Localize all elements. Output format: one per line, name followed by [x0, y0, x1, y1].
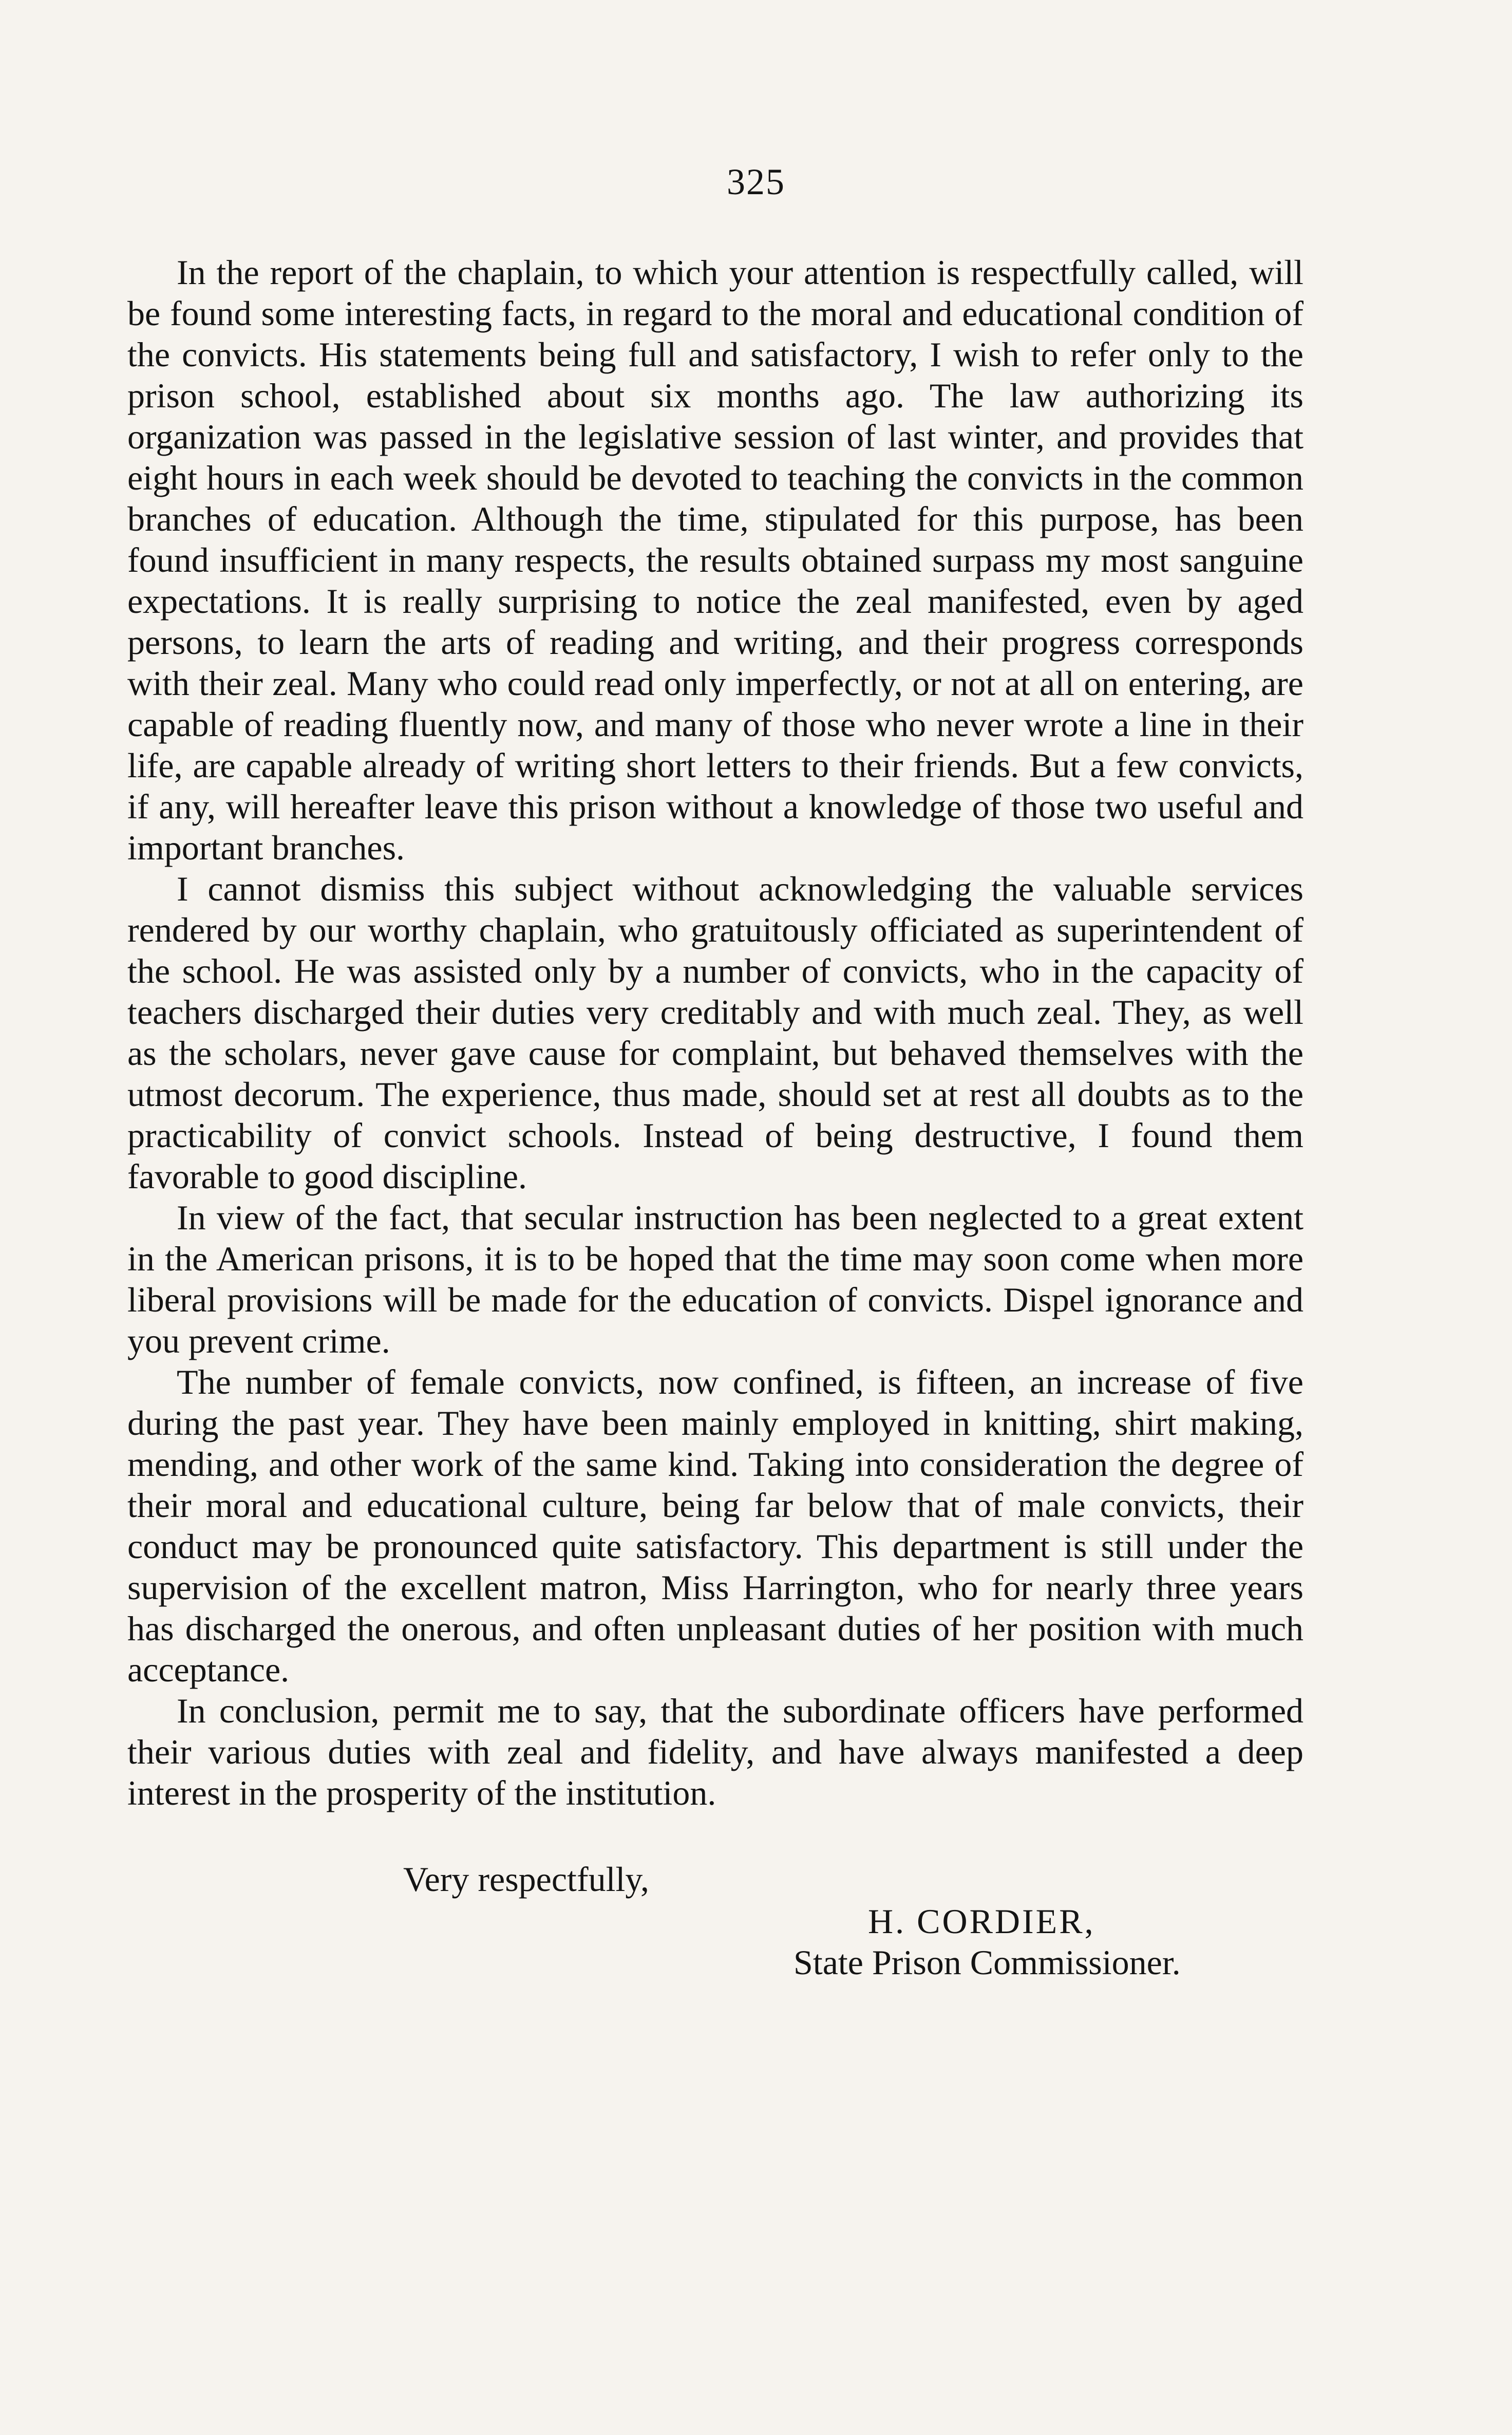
- paragraph-female-convicts: The number of female convicts, now confined, is fifteen, an increase of five during the past year. They have been mainly employed in knitting, shirt making, mending, and other work of the same kind. Taking into consideration the degree of their moral and educational culture, being far below that of male convicts, their conduct may be pronounced quite satisfactory. This department is still under the supervision of the excellent matron, Miss Harrington, who for nearly three years has discharged the onerous, and often unpleasant duties of her position with much acceptance.: [127, 1362, 1303, 1689]
- closing-salutation: Very respectfully,: [403, 1860, 649, 1899]
- paragraph-chaplain-services: I cannot dismiss this subject without acknowledging the valuable services rendered by our worthy chaplain, who gratuitously officiated as superintendent of the school. He was assisted only by a number of convicts, who in the capacity of teachers discharged their duties very creditably and with much zeal. They, as well as the scholars, never gave cause for complaint, but behaved themselves with the utmost decorum. The experience, thus made, should set at rest all doubts as to the practicability of convict schools. Instead of being destructive, I found them favorable to good discipline.: [127, 869, 1303, 1196]
- page-number: 325: [727, 161, 785, 202]
- paragraph-prison-school: In the report of the chaplain, to which your attention is respectfully called, will be found some interesting facts, in regard to the moral and educational condition of the convicts. His statements being full and satisfactory, I wish to refer only to the prison school, established about six months ago. The law authorizing its organization was passed in the legislative session of last winter, and provides that eight hours in each week should be devoted to teaching the convicts in the common branches of education. Although the time, stipulated for this purpose, has been found insufficient in many respects, the results obtained surpass my most sanguine expectations. It is really surprising to notice the zeal manifested, even by aged persons, to learn the arts of reading and writing, and their progress corresponds with their zeal. Many who could read only imperfectly, or not at all on entering, are capable of reading fluently now, and many of those who never wrote a line in their life, are capable already of writing short letters to their friends. But a few convicts, if any, will hereafter leave this prison without a knowledge of those two useful and important branches.: [127, 253, 1303, 867]
- paragraph-conclusion: In conclusion, permit me to say, that the subordinate officers have performed their various duties with zeal and fidelity, and have always manifested a deep interest in the prosperity of the institution.: [127, 1691, 1303, 1812]
- report-body: [127, 252, 1303, 1813]
- paragraph-secular-instruction: In view of the fact, that secular instruction has been neglected to a great extent in the American prisons, it is to be hoped that the time may soon come when more liberal provisions will be made for the education of convicts. Dispel ignorance and you prevent crime.: [127, 1198, 1303, 1360]
- signature-name: H. CORDIER,: [868, 1902, 1095, 1941]
- signature-title: State Prison Commissioner.: [793, 1943, 1181, 1982]
